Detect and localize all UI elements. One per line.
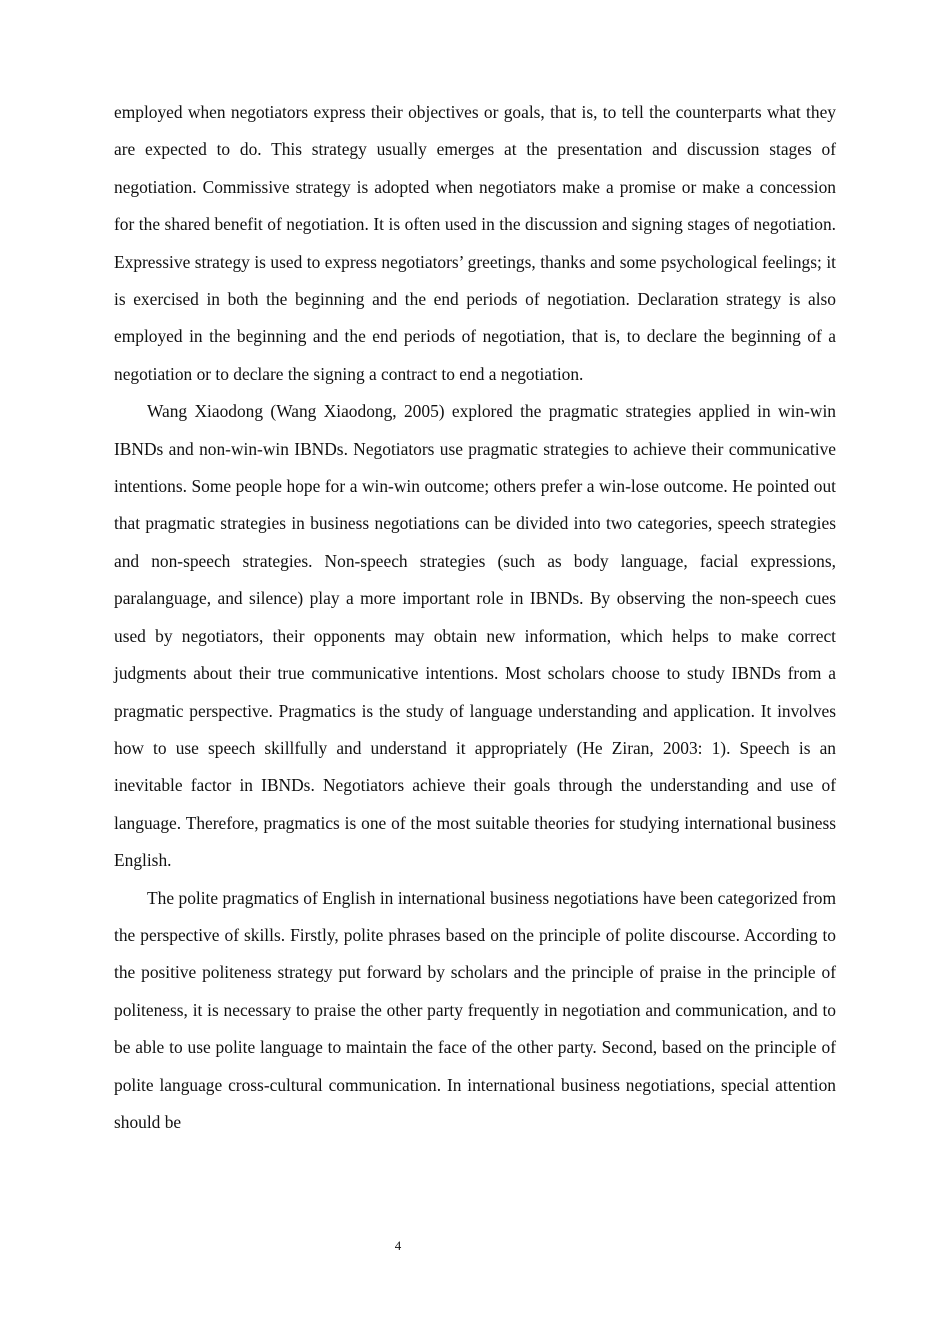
page-number: 4	[394, 1238, 402, 1253]
body-text	[114, 94, 836, 1141]
paragraph-continuation: employed when negotiators express their objectives or goals, that is, to tell the counterparts what they are expected to do. This strategy usually emerges at the presentation and discussion stages of negotiation. Commissive strategy is adopted when negotiators make a promise or make a concession for the shared benefit of negotiation. It is often used in the discussion and signing stages of negotiation. Expressive strategy is used to express negotiators’ greetings, thanks and some psychological feelings; it is exercised in both the beginning and the end periods of negotiation. Declaration strategy is also employed in the beginning and the end periods of negotiation, that is, to declare the beginning of a negotiation or to declare the signing a contract to end a negotiation.	[114, 102, 836, 384]
paragraph-wang-xiaodong: Wang Xiaodong (Wang Xiaodong, 2005) explored the pragmatic strategies applied in win-win IBNDs and non-win-win IBNDs. Negotiators use pragmatic strategies to achieve their communicative intentions. Some people hope for a win-win outcome; others prefer a win-lose outcome. He pointed out that pragmatic strategies in business negotiations can be divided into two categories, speech strategies and non-speech strategies. Non-speech strategies (such as body language, facial expressions, paralanguage, and silence) play a more important role in IBNDs. By observing the non-speech cues used by negotiators, their opponents may obtain new information, which helps to make correct judgments about their true communicative intentions. Most scholars choose to study IBNDs from a pragmatic perspective. Pragmatics is the study of language understanding and application. It involves how to use speech skillfully and understand it appropriately (He Ziran, 2003: 1). Speech is an inevitable factor in IBNDs. Negotiators achieve their goals through the understanding and use of language. Therefore, pragmatics is one of the most suitable theories for studying international business English.	[114, 401, 836, 871]
paragraph-polite-pragmatics: The polite pragmatics of English in international business negotiations have been categorized from the perspective of skills. Firstly, polite phrases based on the principle of polite discourse. According to the positive politeness strategy put forward by scholars and the principle of praise in the principle of politeness, it is necessary to praise the other party frequently in negotiation and communication, and to be able to use polite language to maintain the face of the other party. Second, based on the principle of polite language cross-cultural communication. In international business negotiations, special attention should be	[114, 887, 836, 1132]
